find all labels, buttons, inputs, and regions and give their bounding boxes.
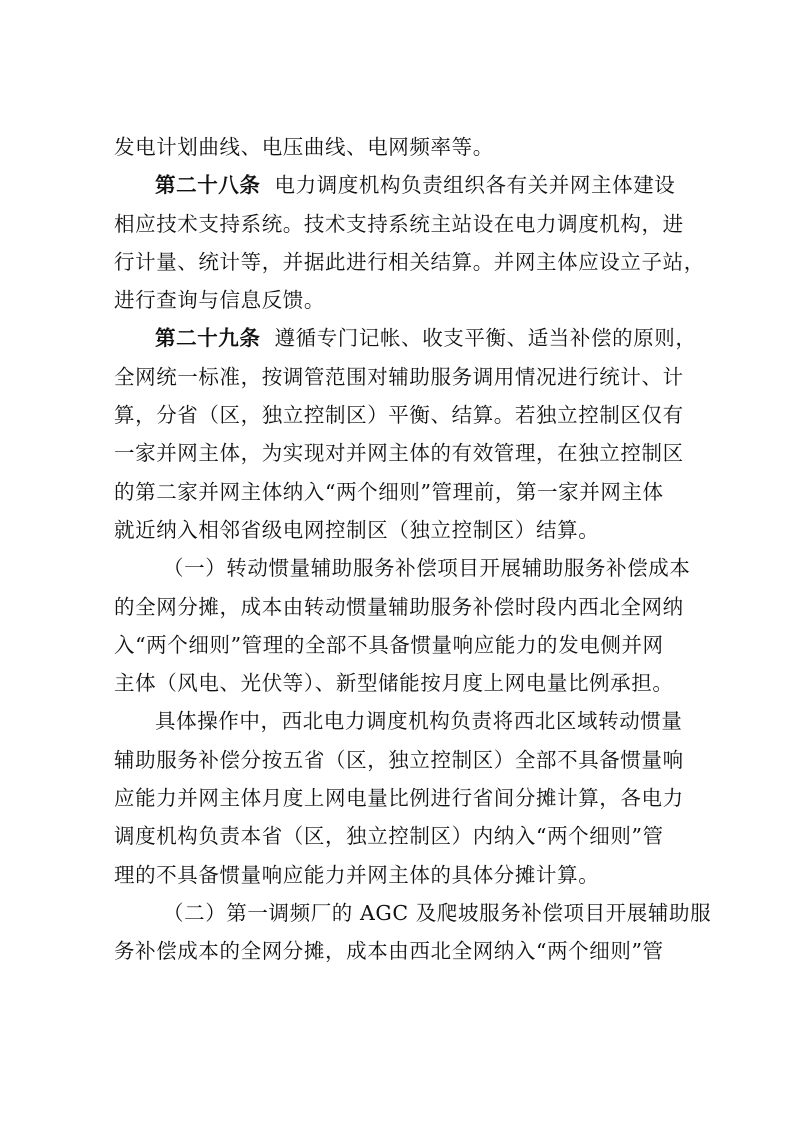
article-heading: 第二十八条 [155,173,261,198]
text-line: 理的不具备惯量响应能力并网主体的具体分摊计算。 [114,862,600,887]
text-line: 发电计划曲线、电压曲线、电网频率等。 [114,135,494,159]
text-line: 相应技术支持系统。技术支持系统主站设在电力调度机构，进 [114,211,684,236]
text-line: 全网统一标准，按调管范围对辅助服务调用情况进行统计、计 [114,364,684,389]
article-28-first-line [114,166,684,204]
text-line: 一家并网主体，为实现对并网主体的有效管理，在独立控制区 [114,441,684,466]
text-line: 的全网分摊，成本由转动惯量辅助服务补偿时段内西北全网纳 [114,594,684,619]
text-line: 的第二家并网主体纳入“两个细则”管理前，第一家并网主体 [114,479,664,504]
article-heading: 第二十九条 [155,326,261,351]
text-span: 遵循专门记帐、收支平衡、适当补偿的原则， [274,326,697,351]
document-body [114,128,712,971]
text-line: 主体（风电、光伏等）、新型储能按月度上网电量比例承担。 [114,671,674,696]
text-line: 进行查询与信息反馈。 [114,288,325,313]
text-line: 就近纳入相邻省级电网控制区（独立控制区）结算。 [114,517,600,542]
text-span: 电力调度机构负责组织各有关并网主体建设 [274,173,676,198]
paragraph-first-line: （二）第一调频厂的 AGC 及爬坡服务补偿项目开展辅助服 [163,900,712,925]
text-line: 务补偿成本的全网分摊，成本由西北全网纳入“两个细则”管 [114,939,664,964]
text-line: 行计量、统计等，并据此进行相关结算。并网主体应设立子站， [114,249,705,274]
text-line: 入“两个细则”管理的全部不具备惯量响应能力的发电侧并网 [114,632,664,657]
text-line: 算，分省（区，独立控制区）平衡、结算。若独立控制区仅有 [114,403,684,428]
paragraph-first-line: （一）转动惯量辅助服务补偿项目开展辅助服务补偿成本 [163,556,691,581]
text-line: 调度机构负责本省（区，独立控制区）内纳入“两个细则”管 [114,824,664,849]
text-line: 辅助服务补偿分按五省（区，独立控制区）全部不具备惯量响 [114,747,684,772]
paragraph-first-line: 具体操作中，西北电力调度机构负责将西北区域转动惯量 [155,709,683,734]
text-line: 应能力并网主体月度上网电量比例进行省间分摊计算，各电力 [114,786,684,811]
article-29-first-line [114,319,697,357]
